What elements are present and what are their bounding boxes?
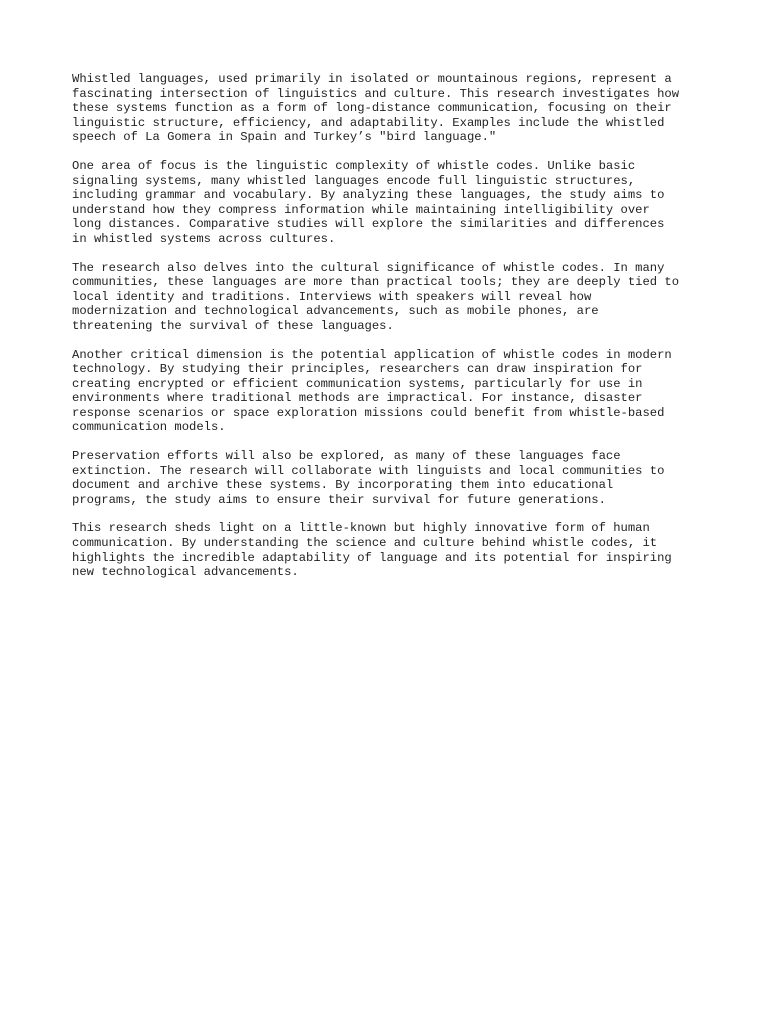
text-line: in whistled systems across cultures. (72, 231, 336, 246)
text-line: these systems function as a form of long-distance communication, focusing on their (72, 101, 672, 116)
text-line: long distances. Comparative studies will explore the similarities and differences (72, 217, 665, 232)
text-line: environments where traditional methods are impractical. For instance, disaster (72, 391, 643, 406)
text-line: understand how they compress information while maintaining intelligibility over (72, 202, 650, 217)
text-line: Preservation efforts will also be explored, as many of these languages face (72, 449, 621, 464)
paragraph-intro (72, 72, 702, 145)
text-line: This research sheds light on a little-known but highly innovative form of human (72, 521, 650, 536)
text-line: communication models. (72, 420, 226, 435)
text-line: technology. By studying their principles, researchers can draw inspiration for (72, 362, 643, 377)
text-line: speech of La Gomera in Spain and Turkey’s "bird language." (72, 130, 497, 145)
text-line: modernization and technological advancements, such as mobile phones, are (72, 304, 599, 319)
text-line: Another critical dimension is the potential application of whistle codes in modern (72, 347, 672, 362)
text-line: creating encrypted or efficient communication systems, particularly for use in (72, 376, 643, 391)
paragraph-preservation (72, 449, 702, 507)
document-page (72, 72, 702, 594)
text-line: document and archive these systems. By incorporating them into educational (72, 478, 614, 493)
text-line: Whistled languages, used primarily in isolated or mountainous regions, represent a (72, 72, 672, 86)
text-line: extinction. The research will collaborate with linguists and local communities to (72, 463, 665, 478)
text-line: One area of focus is the linguistic complexity of whistle codes. Unlike basic (72, 158, 636, 173)
paragraph-linguistic-complexity (72, 159, 702, 247)
text-line: fascinating intersection of linguistics and culture. This research investigates how (72, 86, 680, 101)
paragraph-technology-application (72, 348, 702, 436)
text-line: communication. By understanding the science and culture behind whistle codes, it (72, 536, 658, 551)
paragraph-conclusion (72, 521, 702, 579)
text-line: including grammar and vocabulary. By analyzing these languages, the study aims to (72, 188, 665, 203)
text-line: signaling systems, many whistled languages encode full linguistic structures, (72, 173, 636, 188)
text-line: local identity and traditions. Interviews with speakers will reveal how (72, 289, 592, 304)
paragraph-cultural-significance (72, 261, 702, 334)
text-line: programs, the study aims to ensure their survival for future generations. (72, 492, 606, 507)
text-line: The research also delves into the cultural significance of whistle codes. In many (72, 260, 665, 275)
text-line: threatening the survival of these languages. (72, 318, 394, 333)
text-line: communities, these languages are more than practical tools; they are deeply tied to (72, 275, 680, 290)
text-line: new technological advancements. (72, 565, 299, 580)
text-line: linguistic structure, efficiency, and adaptability. Examples include the whistled (72, 115, 665, 130)
text-line: response scenarios or space exploration missions could benefit from whistle-based (72, 405, 665, 420)
text-line: highlights the incredible adaptability of language and its potential for inspiring (72, 550, 672, 565)
